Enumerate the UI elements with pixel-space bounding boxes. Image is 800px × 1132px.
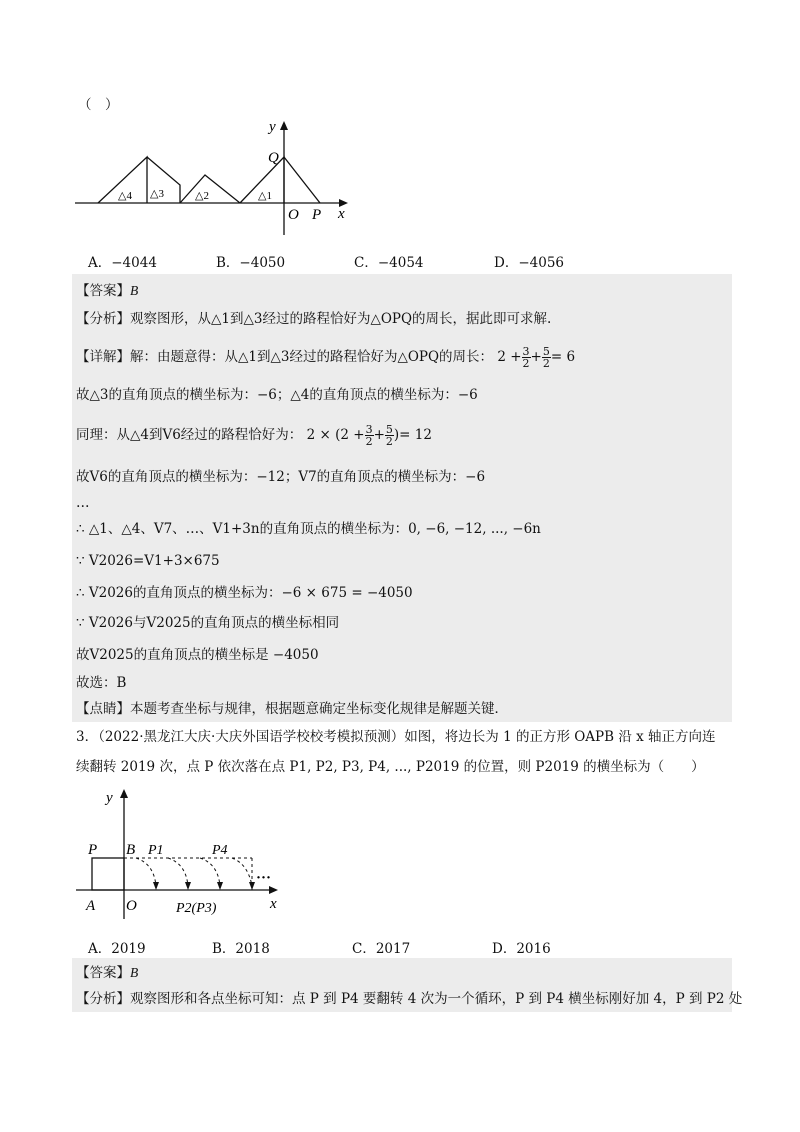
detail-line-a: 故△3的直角顶点的横坐标为：−6；△4的直角顶点的横坐标为：−6 [76,387,478,403]
square-flip-figure [76,784,296,924]
q3-option-d[interactable]: D．2016 [492,941,551,957]
detail-line-e: ∴ △1、△4、V7、…、V1+3n的直角顶点的横坐标为：0, −6, −12, ..., −6n [76,521,541,537]
point-q-label: Q [268,150,279,166]
origin-label: O [126,898,137,914]
triangle-2-label: △2 [195,190,209,202]
triangle-3-label: △3 [150,188,164,200]
answer-line: 【答案】B [76,283,139,299]
analysis-line: 【分析】观察图形，从△1到△3经过的路程恰好为△OPQ的周长，据此即可求解. [76,311,552,327]
detail-line-b: 同理：从△4到V6经过的路程恰好为： 2 × (2 + $\frac{3}{2}$ + $\frac{5}{2}$ )= 12 [76,423,432,448]
detail-line: 【详解】解：由题意得：从△1到△3经过的路程恰好为△OPQ的周长： 2 + $\frac{3}{2}$ + $\frac{5}{2}$ = 6 [76,345,576,370]
origin-label: O [288,207,299,223]
question3-line1: 3．（2022·黑龙江大庆·大庆外国语学校校考模拟预测）如图，将边长为 1 的正方形 OAPB 沿 x 轴正方向连 [76,729,716,745]
triangle-roll-figure [70,115,360,240]
continuation-dots: ··· [256,870,272,886]
detail-line-f: ∵ V2026=V1+3×675 [76,553,220,569]
choose-line: 故选：B [76,675,127,691]
option-b[interactable]: B．−4050 [216,255,286,271]
detail-line-h: ∵ V2026与V2025的直角顶点的横坐标相同 [76,615,340,631]
comment-line: 【点睛】本题考查坐标与规律，根据题意确定坐标变化规律是解题关键． [76,701,508,717]
y-axis-label: y [269,119,276,135]
point-p4-label: P4 [212,843,228,858]
q3-analysis-line: 【分析】观察图形和各点坐标可知：点 P 到 P4 要翻转 4 次为一个循环，P 到 P4 横坐标刚好加 4，P 到 P2 处 [76,991,743,1007]
option-d[interactable]: D．−4056 [494,255,564,271]
option-c[interactable]: C．−4054 [354,255,424,271]
x-axis-label: x [338,206,345,222]
detail-line-d: … [76,495,90,511]
detail-line-g: ∴ V2026的直角顶点的横坐标为：−6 × 675 = −4050 [76,585,413,601]
option-a[interactable]: A．−4044 [88,255,157,271]
q3-option-a[interactable]: A．2019 [88,941,146,957]
point-p-label: P [88,842,98,858]
question3-line2: 续翻转 2019 次，点 P 依次落在点 P1, P2, P3, P4, ..., P2019 的位置，则 P2019 的横坐标为（ ） [76,759,705,775]
point-b-label: B [126,842,136,858]
triangle-4-label: △4 [118,190,132,202]
q3-answer-line: 【答案】B [76,965,139,981]
point-a-label: A [86,898,96,914]
y-axis-label: y [106,790,113,806]
q3-option-c[interactable]: C．2017 [352,941,411,957]
point-p2p3-label: P2(P3) [176,901,217,916]
paren-blank: （ ） [78,97,119,113]
point-p-label: P [312,207,322,223]
detail-line-i: 故V2025的直角顶点的横坐标是 −4050 [76,647,319,663]
triangle-1-label: △1 [258,190,272,202]
point-p1-label: P1 [148,843,164,858]
detail-line-c: 故V6的直角顶点的横坐标为：−12；V7的直角顶点的横坐标为：−6 [76,469,486,485]
q3-option-b[interactable]: B．2018 [212,941,270,957]
x-axis-label: x [270,896,277,912]
